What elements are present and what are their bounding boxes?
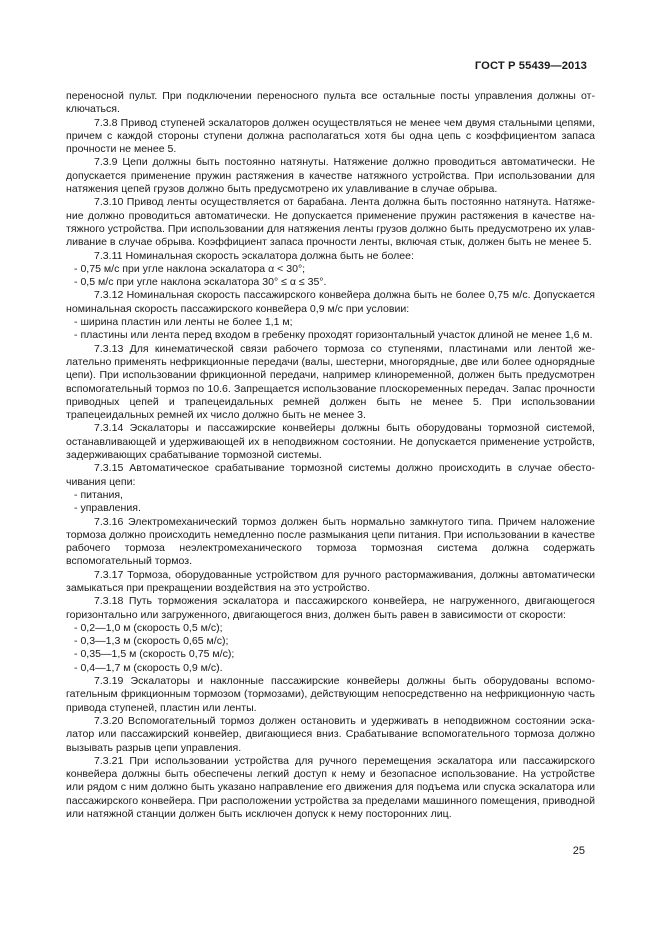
- list-item: - ширина пластин или ленты не более 1,1 м;: [74, 316, 293, 329]
- paragraph: 7.3.21 При использовании устройства для ручного перемещения эскалатора или пассажирского конвейера должны быть обеспечены легкий доступ к нему и безопасное использование. На устройстве или рядом с ним должно быть указано направление его движения для подъема или спуска эскалатора или пассажирского конвейера. При расположении устройства за пределами машинного помещения, приводной или натяжной станции должен быть исключен допуск к нему посторонних лиц.: [66, 754, 595, 821]
- list-item: - 0,75 м/с при угле наклона эскалатора α < 30°;: [74, 262, 306, 275]
- paragraph: 7.3.11 Номинальная скорость эскалатора должна быть не более:: [94, 249, 414, 262]
- list-item: - 0,4—1,7 м (скорость 0,9 м/с).: [74, 661, 223, 674]
- list-item: - пластины или лента перед входом в гребенку проходят горизонтальный участок длиной не менее 1,6 м.: [74, 329, 593, 342]
- list-item: - питания,: [74, 488, 123, 501]
- paragraph: 7.3.13 Для кинематической связи рабочего тормоза со ступенями, пластинами или лентой желательно применять нефрикционные передачи (валы, шестерни, многорядные, две или более однорядные цепи). При использовании фрикционной передачи, например клиноременной, должен быть предусмотрен вспомогательный тормоз по 10.6. Запрещается использование плоскоременных передач. Запас прочности приводных цепей и трапецеидальных ремней должен быть не менее 5. При использовании трапецеидальных ремней их число должно быть не менее 3.: [66, 342, 595, 422]
- paragraph: 7.3.20 Вспомогательный тормоз должен остановить и удерживать в неподвижном состоянии эскалатор или пассажирский конвейер, двигающиеся вниз. Срабатывание вспомогательного тормоза должно вызывать разрыв цепи управления.: [66, 714, 595, 754]
- paragraph: 7.3.15 Автоматическое срабатывание тормозной системы должно происходить в случае обесточивания цепи:: [66, 462, 595, 488]
- list-item: - управления.: [74, 502, 141, 515]
- list-item: - 0,2—1,0 м (скорость 0,5 м/с);: [74, 621, 223, 634]
- paragraph: 7.3.10 Привод ленты осуществляется от барабана. Лента должна быть постоянно натянута. Натяжение должно проводиться автоматически. Не допускается применение пружин растяжения в качестве натяжного устройства. При использовании для натяжения ленты грузов должно быть предусмотрено их улавливание в случае обрыва. Коэффициент запаса прочности ленты, включая стык, должен быть не менее 5.: [66, 196, 595, 249]
- list-item: - 0,5 м/с при угле наклона эскалатора 30° ≤ α ≤ 35°.: [74, 276, 327, 289]
- list-item: - 0,3—1,3 м (скорость 0,65 м/с);: [74, 635, 229, 648]
- document-body: [66, 90, 595, 821]
- paragraph: переносной пульт. При подключении переносного пульта все остальные посты управления должны отключаться.: [66, 90, 595, 116]
- paragraph: 7.3.9 Цепи должны быть постоянно натянуты. Натяжение должно проводиться автоматически. Не допускается применение пружин растяжения в качестве натяжного устройства. При использовании для натяжения цепей грузов должно быть предусмотрено их улавливание в случае обрыва.: [66, 156, 595, 196]
- page-number: 25: [572, 845, 585, 857]
- document-header: ГОСТ Р 55439—2013: [474, 60, 587, 72]
- paragraph: 7.3.12 Номинальная скорость пассажирского конвейера должна быть не более 0,75 м/с. Допускается номинальная скорость пассажирского конвейера 0,9 м/с при условии:: [66, 289, 595, 315]
- paragraph: 7.3.16 Электромеханический тормоз должен быть нормально замкнутого типа. Причем наложение тормоза должно происходить немедленно после размыкания цепи питания. При использовании в качестве рабочего тормоза неэлектромеханического тормоза тормозная система должна содержать вспомогательный тормоз.: [66, 515, 595, 568]
- paragraph: 7.3.14 Эскалаторы и пассажирские конвейеры должны быть оборудованы тормозной системой, останавливающей и удерживающей их в неподвижном состоянии. Не допускается применение устройств, задерживающих срабатывание тормозной системы.: [66, 422, 595, 462]
- paragraph: 7.3.17 Тормоза, оборудованные устройством для ручного растормаживания, должны автоматически замыкаться при прекращении воздействия на это устройство.: [66, 568, 595, 594]
- paragraph: 7.3.18 Путь торможения эскалатора и пассажирского конвейера, не нагруженного, двигающегося горизонтально или загруженного, двигающегося вниз, должен быть равен в зависимости от скорости:: [66, 595, 595, 621]
- list-item: - 0,35—1,5 м (скорость 0,75 м/с);: [74, 648, 235, 661]
- paragraph: 7.3.8 Привод ступеней эскалаторов должен осуществляться не менее чем двумя стальными цепями, причем с каждой стороны ступени должна располагаться хотя бы одна цепь с коэффициентом запаса прочности не менее 5.: [66, 116, 595, 156]
- paragraph: 7.3.19 Эскалаторы и наклонные пассажирские конвейеры должны быть оборудованы вспомогательным фрикционным тормозом (тормозами), действующим непосредственно на нефрикционную часть привода ступеней, пластин или ленты.: [66, 675, 595, 714]
